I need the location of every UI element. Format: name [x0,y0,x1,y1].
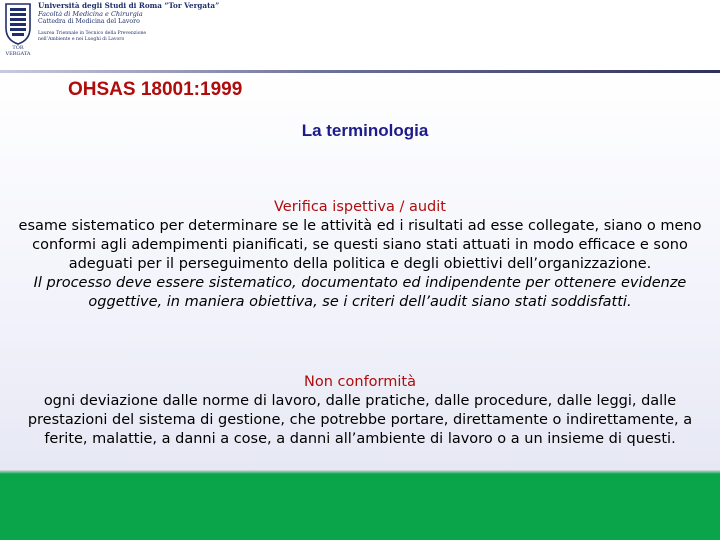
term-heading: Non conformità [304,374,416,390]
slide-header [0,0,720,70]
header-divider [0,70,720,73]
term-definition: esame sistematico per determinare se le attività ed i risultati ad esse collegate, siano o meno conformi agli adempimenti pianificati, se questi siano stati attuati in modo efficace e sono adeguati per il perseguimento della politica e degli obiettivi dell’organizzazione. [18,218,702,272]
term-definition: ogni deviazione dalle norme di lavoro, dalle pratiche, dalle procedure, dalle leggi, dalle prestazioni del sistema di gestione, che potrebbe portare, direttamente o indirettamente, a ferite, malattie, a danni a cose, a danni all’ambiente di lavoro o a un insieme di questi. [27,393,693,447]
faculty-name: Facoltà di Medicina e Chirurgia [38,10,143,18]
university-affiliation [38,1,220,43]
slide-subtitle: La terminologia [301,121,429,140]
university-logo-icon [3,2,33,46]
slide-title: OHSAS 18001:1999 [68,79,243,100]
degree-line-2: nell’Ambiente e nei Luoghi di Lavoro [38,37,125,42]
definition-audit [0,198,720,312]
department-name: Cattedra di Medicina del Lavoro [38,18,140,25]
university-name: Università degli Studi di Roma “Tor Vergata” [38,1,220,10]
slide-footer-band [0,470,720,540]
footer-divider [0,470,720,474]
term-note: Il processo deve essere sistematico, documentato ed indipendente per ottenere evidenze oggettive, in maniera obiettiva, se i criteri dell’audit siano stati soddisfatti. [33,275,687,310]
logo-caption: TOR VERGATA [5,45,31,57]
degree-line-1: Laurea Triennale in Tecnico della Prevenzione [38,31,147,36]
term-heading: Verifica ispettiva / audit [274,199,446,215]
definition-non-conformity [0,373,720,449]
